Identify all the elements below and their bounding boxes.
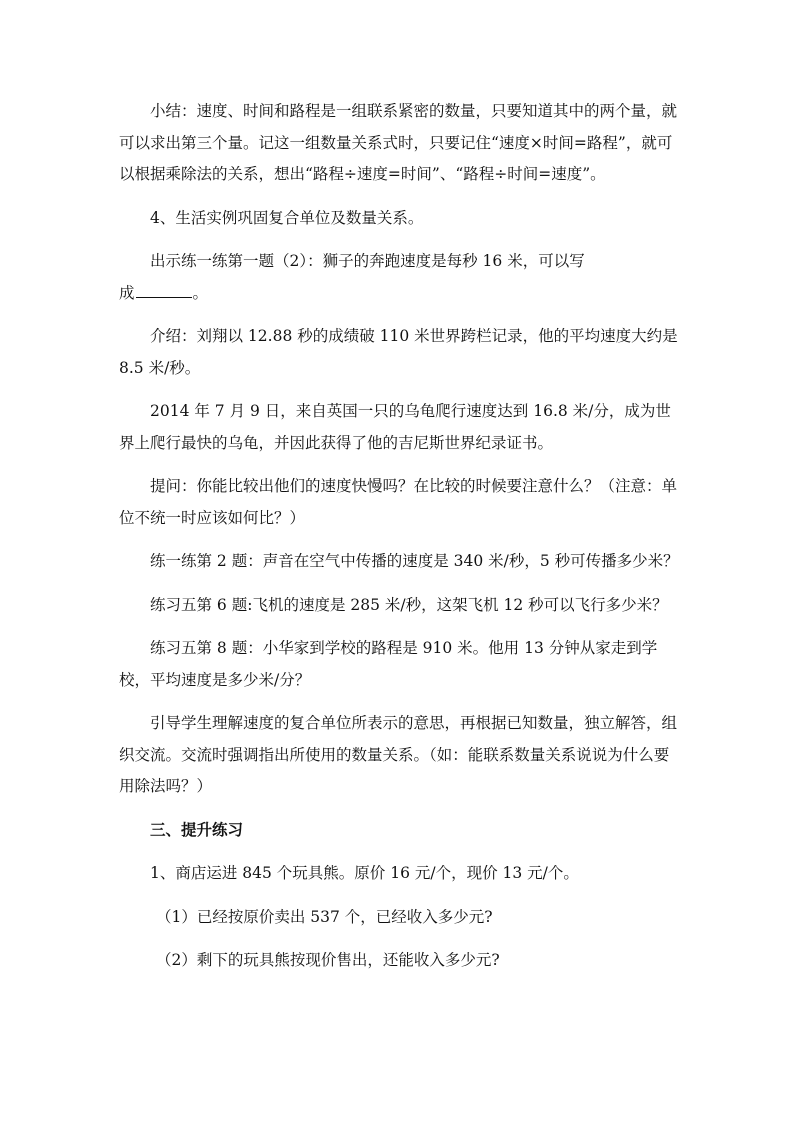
item-4-paragraph: 4、生活实例巩固复合单位及数量关系。 (150, 208, 424, 227)
summary-paragraph: 小结：速度、时间和路程是一组联系紧密的数量，只要知道其中的两个量，就可以求出第三个量。记这一组数量关系式时，只要记住“速度×时间=路程”，就可以根据乘除法的关系，想出“路程÷速度=时间”、“路程÷时间=速度”。 (119, 102, 678, 183)
document-body (119, 96, 681, 989)
show-exercise-continuation (119, 278, 681, 310)
show-exercise-paragraph (119, 246, 681, 309)
question-paragraph: 提问：你能比较出他们的速度快慢吗？在比较的时候要注意什么？（注意：单位不统一时应该如何比？） (119, 477, 678, 527)
show-exercise-end: 。 (192, 283, 209, 302)
practice-2-paragraph: 练一练第 2 题：声音在空气中传播的速度是 340 米/秒，5 秒可传播多少米？ (150, 552, 679, 570)
problem-1-paragraph: 1、商店运进 845 个玩具熊。原价 16 元/个，现价 13 元/个。 (150, 864, 579, 882)
show-exercise-tail: 成 (119, 283, 135, 302)
answer-blank (136, 296, 192, 298)
problem-1-question-1: （1）已经按原价卖出 537 个，已经收入多少元? (156, 907, 493, 926)
intro-turtle-paragraph: 2014 年 7 月 9 日，来自英国一只的乌龟爬行速度达到 16.8 米/分，成为世界上爬行最快的乌龟，并因此获得了他的吉尼斯世界纪录证书。 (119, 402, 671, 452)
exercise-5-6-paragraph: 练习五第 6 题:飞机的速度是 285 米/秒，这架飞机 12 秒可以飞行多少米？ (150, 595, 668, 614)
guide-paragraph: 引导学生理解速度的复合单位所表示的意思，再根据已知数量，独立解答，组织交流。交流时强调指出所使用的数量关系。（如：能联系数量关系说说为什么要用除法吗？） (119, 714, 678, 795)
intro-liu-xiang-paragraph: 介绍：刘翔以 12.88 秒的成绩破 110 米世界跨栏记录，他的平均速度大约是 8.5 米/秒。 (119, 327, 678, 377)
section-heading: 三、提升练习 (150, 820, 244, 839)
problem-1-question-2: （2）剩下的玩具熊按现价售出，还能收入多少元? (156, 951, 500, 969)
exercise-5-8-paragraph: 练习五第 8 题：小华家到学校的路程是 910 米。他用 13 分钟从家走到学校，平均速度是多少米/分？ (119, 639, 658, 689)
show-exercise-text: 出示练一练第一题（2）：狮子的奔跑速度是每秒 16 米，可以写 (150, 252, 585, 270)
